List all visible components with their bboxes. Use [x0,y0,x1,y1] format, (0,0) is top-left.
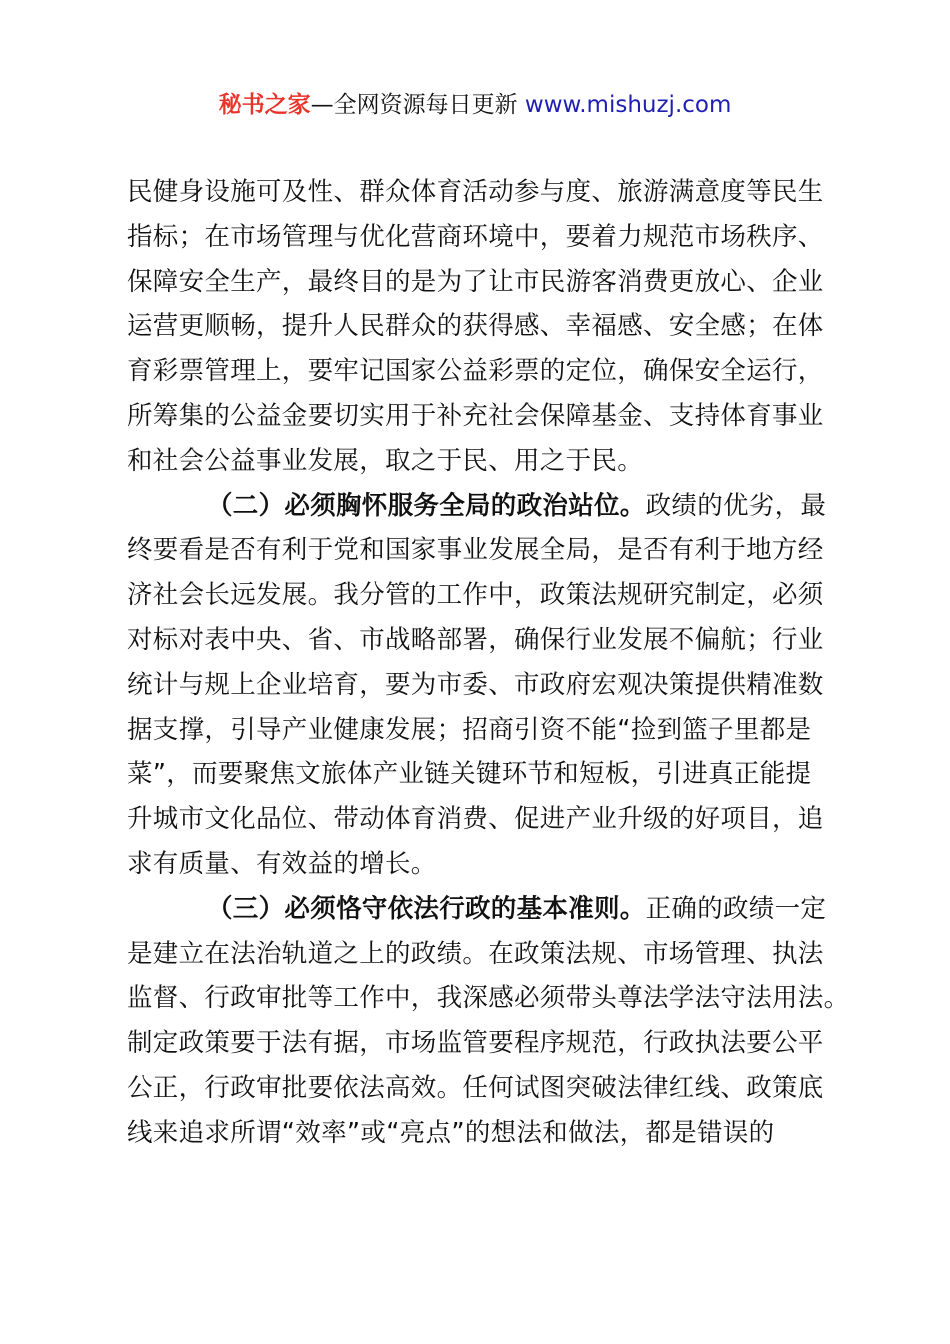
section-2-first-line [127,484,832,529]
section-2-line: 菜”，而要聚焦文旅体产业链关键环节和短板，引进真正能提 [127,759,812,790]
section-3-first-line [127,887,832,932]
section-3-first-line-text: 正确的政绩一定 [645,893,827,924]
section-2-line: 统计与规上企业培育，要为市委、市政府宏观决策提供精准数 [127,669,824,700]
section-2-line: 济社会长远发展。我分管的工作中，政策法规研究制定，必须 [127,580,824,611]
section-3-line: 线来追求所谓“效率”或“亮点”的想法和做法，都是错误的 [127,1117,775,1148]
body-line: 保障安全生产，最终目的是为了让市民游客消费更放心、企业 [127,266,824,297]
body-line: 和社会公益事业发展，取之于民、用之于民。 [127,445,644,476]
site-url[interactable]: www.mishuzj.com [524,92,732,118]
body-line: 育彩票管理上，要牢记国家公益彩票的定位，确保安全运行， [127,356,824,387]
section-3-line: 公正，行政审批要依法高效。任何试图突破法律红线、政策底 [127,1072,824,1103]
site-slogan: —全网资源每日更新 [310,92,525,118]
section-3-heading: （三）必须恪守依法行政的基本准则。 [207,893,646,924]
body-line: 所筹集的公益金要切实用于补充社会保障基金、支持体育事业 [127,400,824,431]
section-3-line: 制定政策要于法有据，市场监管要程序规范，行政执法要公平 [127,1028,824,1059]
section-2-first-line-text: 政绩的优劣，最 [645,490,827,521]
section-2-line: 据支撑，引导产业健康发展；招商引资不能“捡到篮子里都是 [127,714,812,745]
site-header [0,88,950,122]
section-3-line: 监督、行政审批等工作中，我深感必须带头尊法学法守法用法。 [127,983,850,1014]
body-line: 指标；在市场管理与优化营商环境中，要着力规范市场秩序、 [127,221,824,252]
document-body [127,170,850,1156]
section-2-line: 对标对表中央、省、市战略部署，确保行业发展不偏航；行业 [127,624,824,655]
body-line: 民健身设施可及性、群众体育活动参与度、旅游满意度等民生 [127,177,824,207]
section-3-line: 是建立在法治轨道之上的政绩。在政策法规、市场管理、执法 [127,938,824,969]
section-2-line: 升城市文化品位、带动体育消费、促进产业升级的好项目，追 [127,804,824,835]
section-2-line: 终要看是否有利于党和国家事业发展全局，是否有利于地方经 [127,535,824,566]
body-line: 运营更顺畅，提升人民群众的获得感、幸福感、安全感；在体 [127,311,824,342]
section-2-line: 求有质量、有效益的增长。 [127,848,437,879]
site-brand: 秘书之家 [218,92,311,118]
section-2-heading: （二）必须胸怀服务全局的政治站位。 [207,490,646,521]
